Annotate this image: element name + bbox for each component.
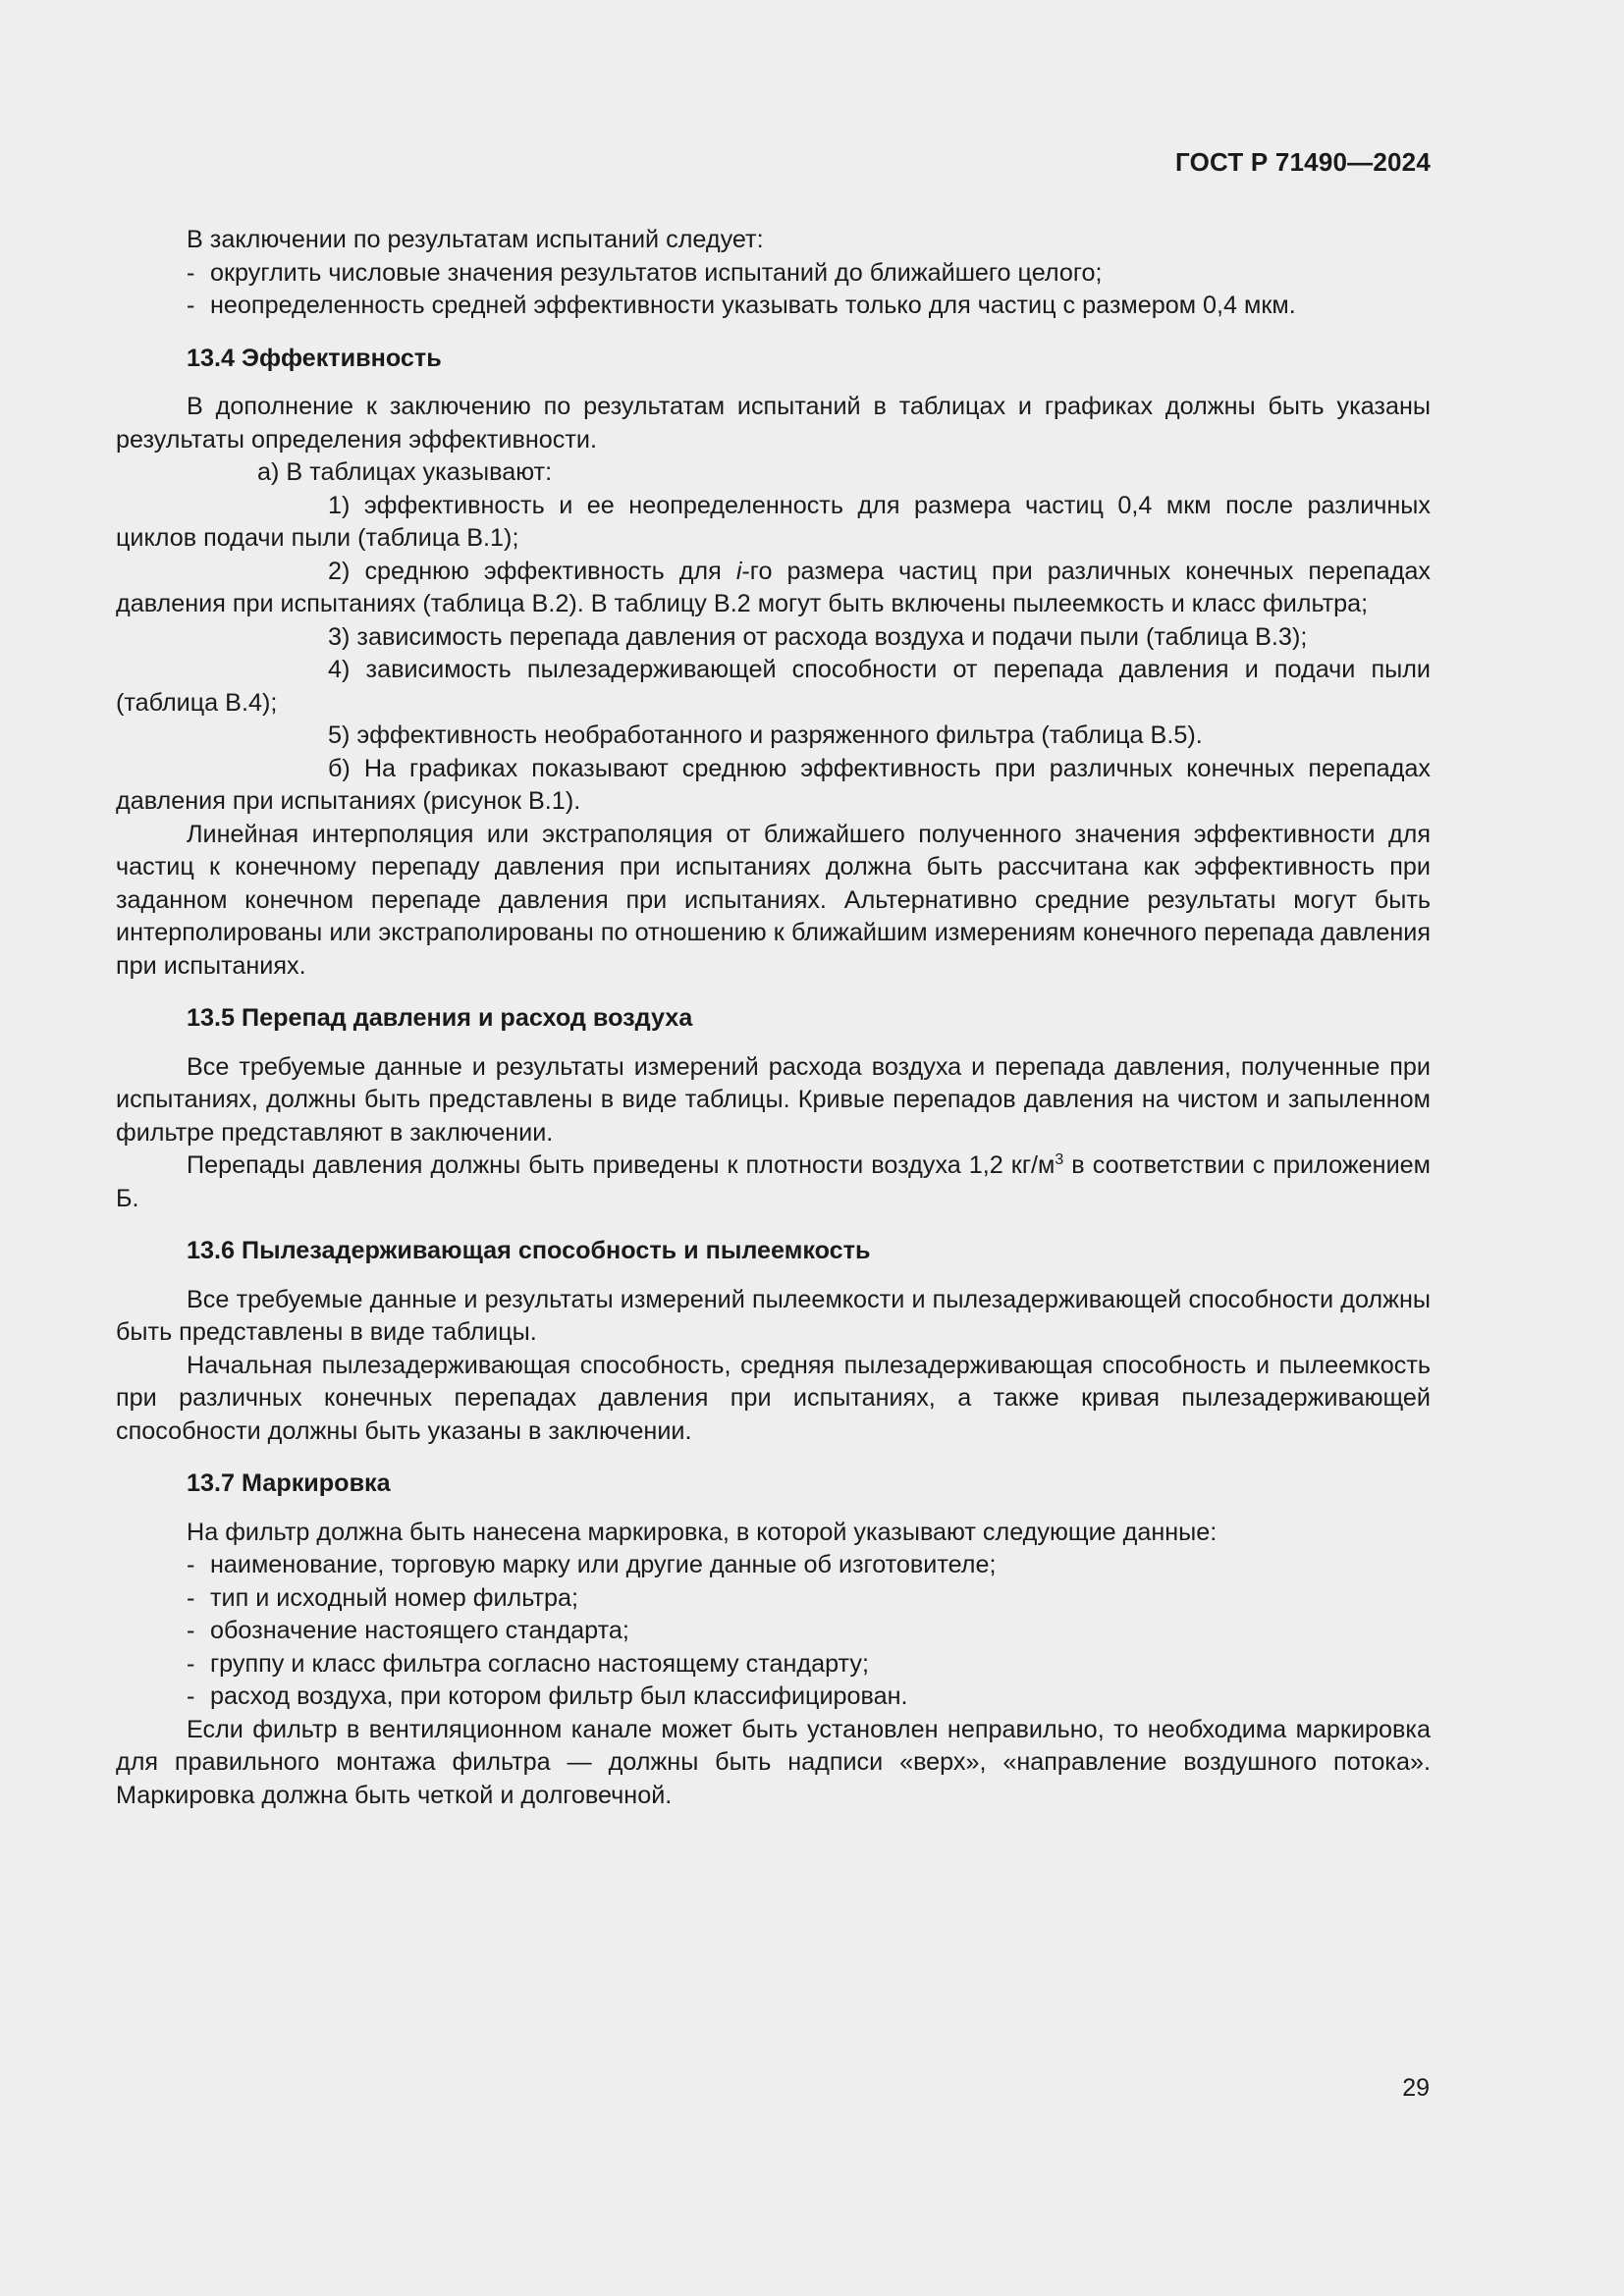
conclusion-intro: В заключении по результатам испытаний следует: <box>187 226 764 253</box>
marking-item: - тип и исходный номер фильтра; <box>187 1583 578 1612</box>
conclusion-item: - округлить числовые значения результатов испытаний до ближайшего целого; <box>187 258 1103 287</box>
section-13-5-paragraph-2: Перепады давления должны быть приведены к плотности воздуха 1,2 $кг/м^3$ в соответствии с приложением Б. <box>116 1151 1431 1212</box>
document-code-header: ГОСТ Р 71490—2024 <box>1175 147 1431 177</box>
section-title-13-5: 13.5 Перепад давления и расход воздуха <box>187 1004 693 1032</box>
marking-item: - группу и класс фильтра согласно настоящему стандарту; <box>187 1649 869 1678</box>
list-b: б) На графиках показывают среднюю эффективность при различных конечных перепадах давления при испытаниях (рисунок В.1). <box>116 754 1431 815</box>
marking-item: - расход воздуха, при котором фильтр был классифицирован. <box>187 1682 908 1710</box>
section-13-4-interpolation: Линейная интерполяция или экстраполяция от ближайшего полученного значения эффективности для частиц к конечному перепаду давления при испытаниях должна быть рассчитана как эффективность при заданном конечном перепаде давления при испытаниях. Альтернативно средние результаты могут быть интерполированы или экстраполированы по отношению к ближайшим измерениям конечного перепада давления при испытаниях. <box>116 820 1431 980</box>
list-a-item-3: 3) зависимость перепада давления от расхода воздуха и подачи пыли (таблица В.3); <box>328 622 1308 651</box>
section-13-7-intro: На фильтр должна быть нанесена маркировка, в которой указывают следующие данные: <box>187 1518 1218 1546</box>
list-a-item-1: 1) эффективность и ее неопределенность для размера частиц 0,4 мкм после различных циклов подачи пыли (таблица В.1); <box>116 491 1432 552</box>
section-13-6-paragraph-1: Все требуемые данные и результаты измерений пылеемкости и пылезадерживающей способности должны быть представлены в виде таблицы. <box>116 1285 1431 1346</box>
section-13-4-paragraph: В дополнение к заключению по результатам испытаний в таблицах и графиках должны быть указаны результаты определения эффективности. <box>116 393 1431 454</box>
section-title-13-4: 13.4 Эффективность <box>187 344 442 372</box>
section-13-7-paragraph-2: Если фильтр в вентиляционном канале может быть установлен неправильно, то необходима маркировка для правильного монтажа фильтра — должны быть надписи «верх», «направление воздушного потока». Маркировка должна быть четкой и долговечной. <box>116 1715 1431 1809</box>
section-13-6-paragraph-2: Начальная пылезадерживающая способность, средняя пылезадерживающая способность и пылеемкость при различных конечных перепадах давления при испытаниях, а также кривая пылезадерживающей способности должны быть указаны в заключении. <box>116 1351 1431 1445</box>
conclusion-item: - неопределенность средней эффективности указывать только для частиц с размером 0,4 мкм. <box>187 292 1296 319</box>
section-title-13-7: 13.7 Маркировка <box>187 1469 391 1497</box>
list-a-item-4: 4) зависимость пылезадерживающей способности от перепада давления и подачи пыли (таблица В.4); <box>116 656 1431 717</box>
marking-item: - наименование, торговую марку или другие данные об изготовителе; <box>187 1551 997 1578</box>
document-body <box>116 224 1431 1812</box>
list-a: а) В таблицах указывают: <box>257 458 553 486</box>
section-title-13-6: 13.6 Пылезадерживающая способность и пылеемкость <box>187 1237 871 1264</box>
list-a-item-2: 2) среднюю эффективность для i-го размера частиц при различных конечных перепадах давления при испытаниях (таблица В.2). В таблицу В.2 могут быть включены пылеемкость и класс фильтра; <box>116 557 1431 617</box>
page-number: 29 <box>1402 2074 1430 2102</box>
list-a-item-5: 5) эффективность необработанного и разряженного фильтра (таблица В.5). <box>328 721 1203 749</box>
marking-item: - обозначение настоящего стандарта; <box>187 1617 629 1644</box>
section-13-5-paragraph-1: Все требуемые данные и результаты измерений расхода воздуха и перепада давления, полученные при испытаниях, должны быть представлены в виде таблицы. Кривые перепадов давления на чистом и запыленном фильтре представляют в заключении. <box>116 1052 1431 1147</box>
